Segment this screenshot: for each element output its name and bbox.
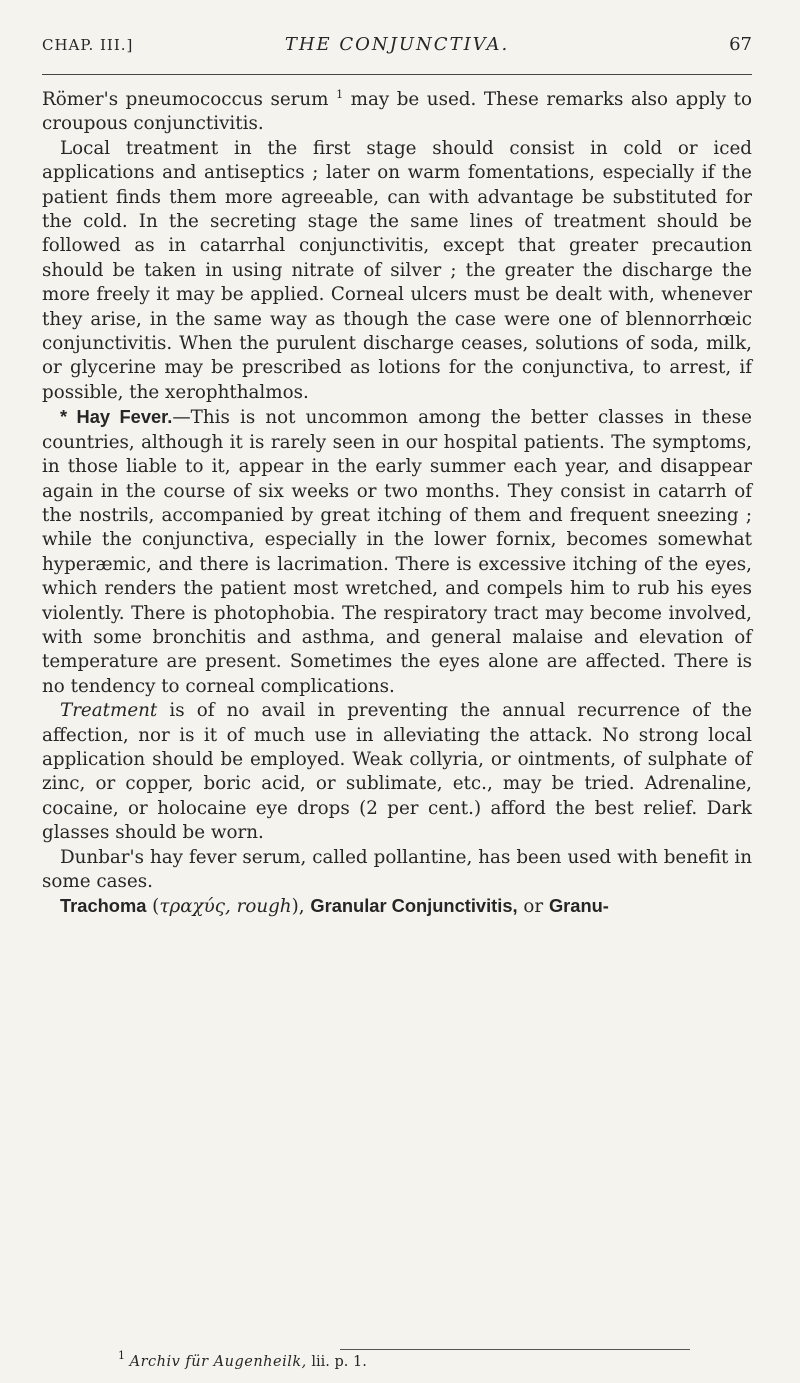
footnote-source: Archiv für Augenheilk, (129, 1354, 307, 1370)
treatment-text: is of no avail in preventing the annual recurrence of the affection, nor is it of much use in alleviating the attack. No strong local application should be employed. Weak collyria, or ointments, of sulphate of zinc, or copper, boric acid, or sublimate, etc., may be tried. Adrenaline, cocaine, or holocaine eye drops (2 per cent.) afford the best relief. Dark glasses should be worn. (42, 700, 752, 844)
page-number: 67 (729, 34, 752, 55)
footnote-number: 1 (118, 1349, 125, 1362)
footnote-marker: 1 (336, 88, 344, 101)
chapter-label: CHAP. III.] (42, 36, 134, 54)
greek-etymology: τραχύς, rough (159, 896, 292, 918)
section-heading-trachoma: Trachoma (60, 895, 147, 917)
paragraph-treatment (42, 699, 752, 845)
paragraph-dunbar: Dunbar's hay fever serum, called pollantine, has been used with benefit in some cases. (42, 846, 752, 892)
header-rule (42, 74, 752, 75)
paragraph-trachoma (42, 894, 752, 919)
body-text (42, 88, 752, 920)
footnote-ref: lii. p. 1. (306, 1354, 367, 1370)
heading-granu: Granu- (548, 895, 609, 917)
subheading-treatment: Treatment (60, 700, 158, 722)
para1-rest: may be used. These remarks also apply to croupous conjunctivitis. (42, 89, 752, 135)
para1-start: Römer's pneumococcus serum (42, 89, 337, 110)
heading-granular-conjunctivitis: Granular Conjunctivitis, (310, 895, 518, 917)
section-heading-hay-fever: * Hay Fever. (60, 406, 173, 428)
connector-or: or (517, 896, 549, 918)
footnote (118, 1349, 367, 1372)
running-head (42, 34, 752, 60)
paragraph-1 (42, 88, 752, 137)
hay-fever-text: —This is not uncommon among the better classes in these countries, although it is rarely seen in our hospital patients. The symptoms, in those liable to it, appear in the early summer each year, and disappear again in the course of six weeks or two months. They consist in catarrh of the nostrils, accompanied by great itching of them and frequent sneezing ; while the conjunctiva, especially in the lower fornix, becomes somewhat hyperæmic, and there is lacrimation. There is excessive itching of the eyes, which renders the patient most wretched, and compels him to rub his eyes violently. There is photophobia. The respiratory tract may become involved, with some bronchitis and asthma, and general malaise and elevation of temperature are present. Sometimes the eyes alone are affected. There is no tendency to corneal complications. (42, 407, 752, 697)
footnote-rule (340, 1349, 690, 1350)
paragraph-2: Local treatment in the first stage should consist in cold or iced applications and antiseptics ; later on warm fomentations, especially if the patient finds them more agreeable, can with advantage be substituted for the cold. In the secreting stage the same lines of treatment should be followed as in catarrhal conjunctivitis, except that greater precaution should be taken in using nitrate of silver ; the greater the discharge the more freely it may be applied. Corneal ulcers must be dealt with, whenever they arise, in the same way as though the case were one of blennorrhœic conjunctivitis. When the purulent discharge ceases, solutions of soda, milk, or glycerine may be prescribed as lotions for the conjunctiva, to arrest, if possible, the xerophthalmos. (42, 137, 752, 403)
paren-open: ( (146, 896, 160, 918)
paren-close: ), (291, 896, 311, 918)
paragraph-hay-fever (42, 405, 752, 699)
running-title: THE CONJUNCTIVA. (284, 34, 510, 55)
